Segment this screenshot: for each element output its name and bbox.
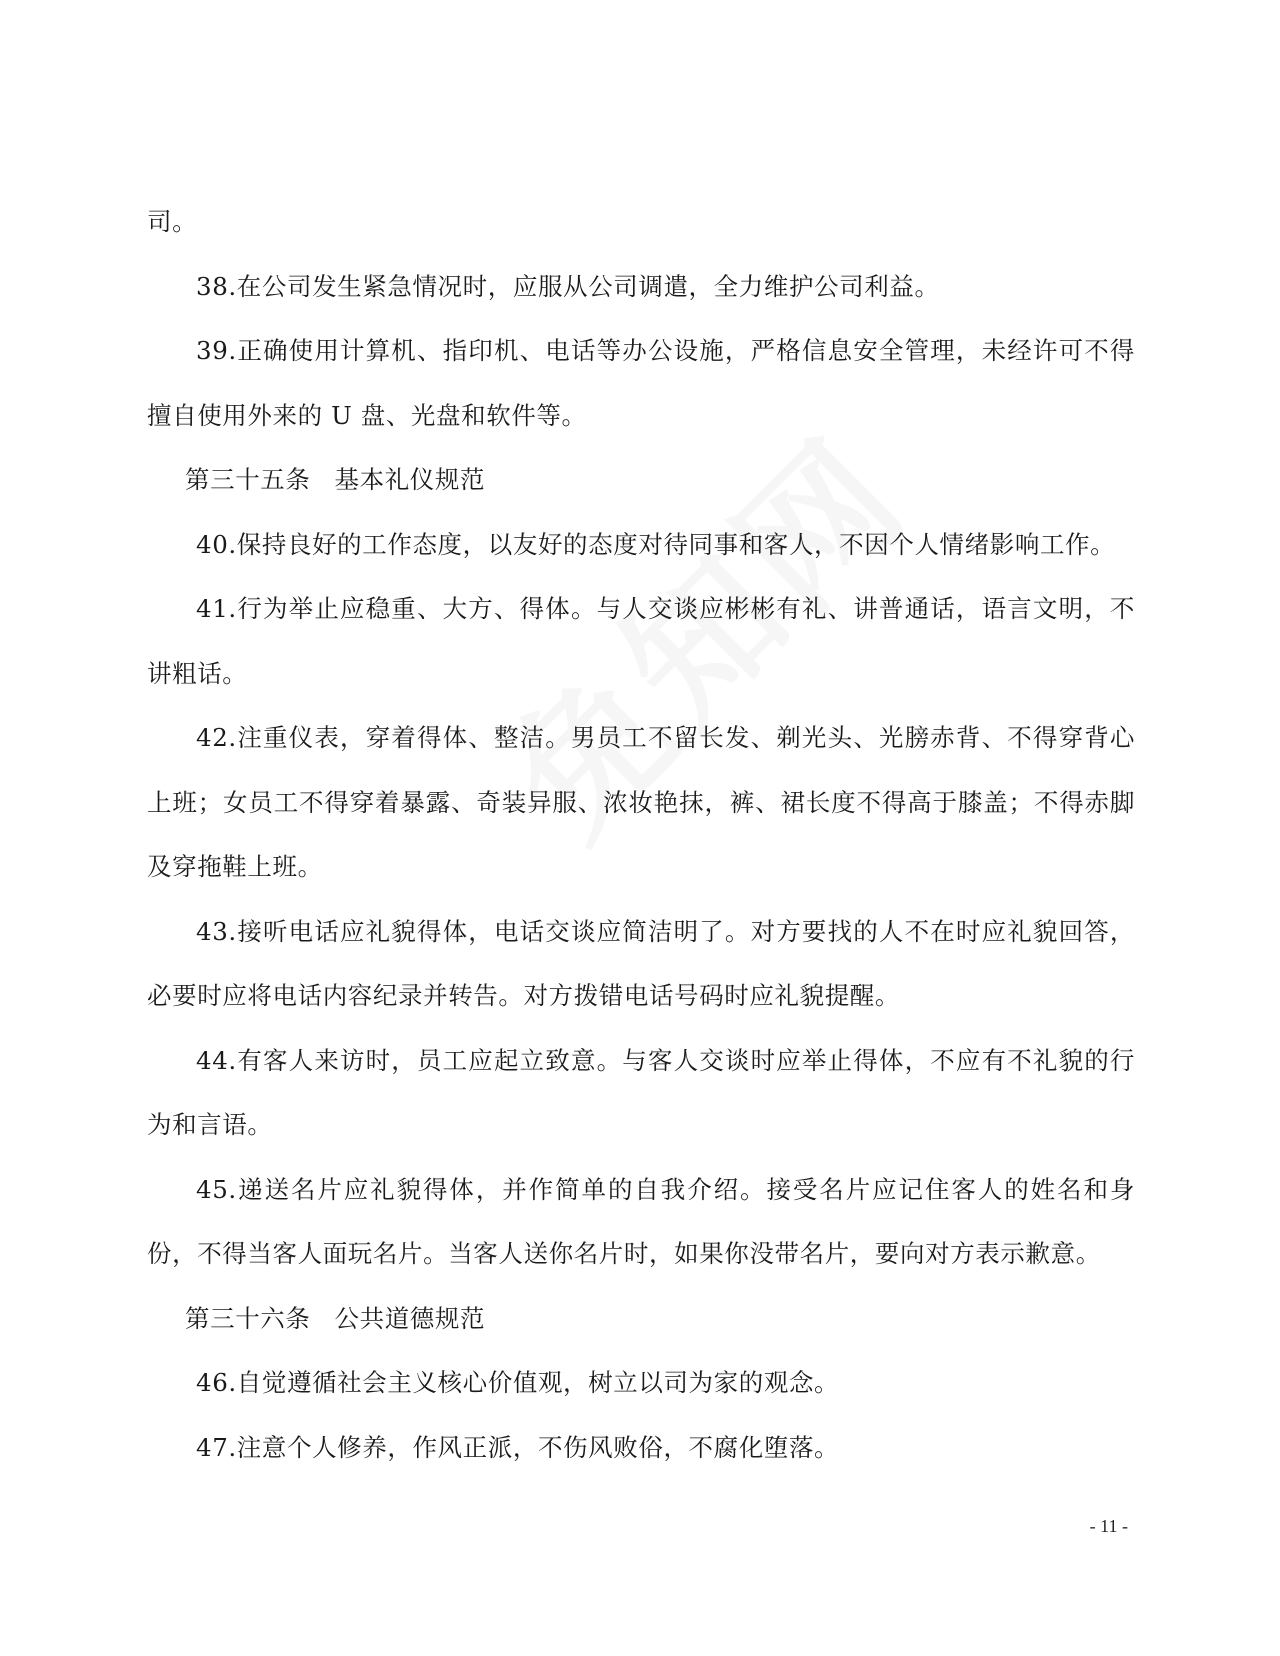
clause-38: 38.在公司发生紧急情况时，应服从公司调遣，全力维护公司利益。	[196, 271, 940, 301]
clause-46: 46.自觉遵循社会主义核心价值观，树立以司为家的观念。	[196, 1368, 840, 1397]
article-heading-36	[147, 1287, 1135, 1352]
clause-42: 42.注重仪表，穿着得体、整洁。男员工不留长发、剃光头、光膀赤背、不得穿背心上班；女员工不得穿着暴露、奇装异服、浓妆艳抹，裤、裙长度不得高于膝盖；不得赤脚及穿拖鞋上班。	[147, 723, 1135, 881]
paragraph-continuation: 司。	[147, 207, 198, 236]
article-number: 第三十五条	[185, 465, 311, 494]
article-number: 第三十六条	[185, 1303, 311, 1333]
page-number: - 11 -	[1089, 1516, 1128, 1536]
clause-45: 45.递送名片应礼貌得体，并作简单的自我介绍。接受名片应记住客人的姓名和身份，不得当客人面玩名片。当客人送你名片时，如果你没带名片，要向对方表示歉意。	[147, 1174, 1135, 1268]
clause-40: 40.保持良好的工作态度，以友好的态度对待同事和客人，不因个人情绪影响工作。	[196, 529, 1116, 559]
clause-43: 43.接听电话应礼貌得体，电话交谈应简洁明了。对方要找的人不在时应礼貌回答，必要时应将电话内容纪录并转告。对方拨错电话号码时应礼貌提醒。	[147, 916, 1135, 1010]
clause-44: 44.有客人来访时，员工应起立致意。与客人交谈时应举止得体，不应有不礼貌的行为和言语。	[147, 1045, 1135, 1139]
article-heading-35	[147, 448, 1135, 513]
clause-47: 47.注意个人修养，作风正派，不伤风败俗，不腐化堕落。	[196, 1432, 840, 1462]
article-title: 基本礼仪规范	[334, 465, 486, 494]
clause-41: 41.行为举止应稳重、大方、得体。与人交谈应彬彬有礼、讲普通话，语言文明，不讲粗话。	[147, 594, 1135, 688]
clause-39: 39.正确使用计算机、指印机、电话等办公设施，严格信息安全管理，未经许可不得擅自使用外来的 U 盘、光盘和软件等。	[147, 336, 1135, 430]
document-body	[147, 190, 1135, 1480]
article-title: 公共道德规范	[334, 1303, 486, 1333]
